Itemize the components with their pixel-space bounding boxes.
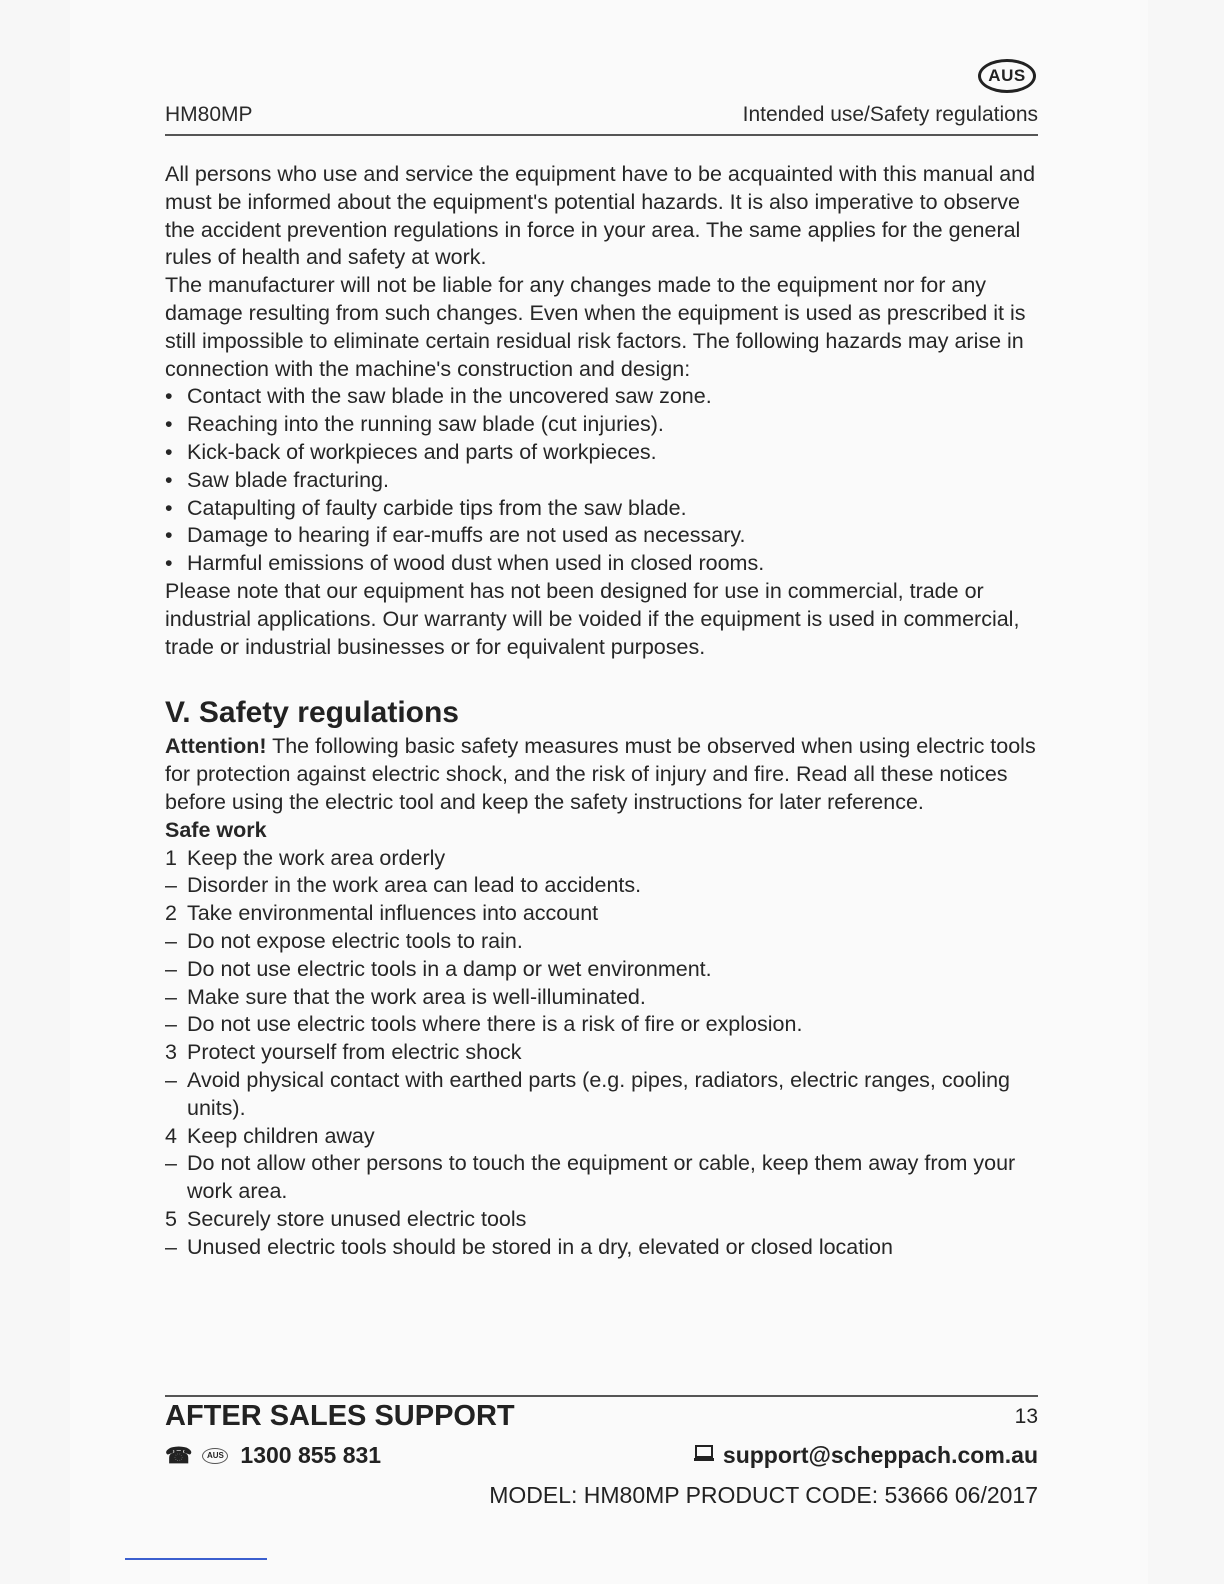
aus-mini-badge: AUS: [202, 1448, 228, 1464]
phone-icon: ☎: [165, 1442, 193, 1468]
attention-text: The following basic safety measures must be observed when using electric tools for protection against electric shock, and the risk of injury and fire. Read all these notices before using the electric tool and keep the safety instructions for later reference.: [165, 734, 1036, 814]
rule-sub-item: – Unused electric tools should be stored in a dry, elevated or closed location: [165, 1234, 893, 1259]
rule-sub-item: – Do not use electric tools in a damp or wet environment.: [165, 956, 712, 981]
rule-number: 2: [165, 901, 177, 926]
attention-paragraph: [165, 733, 1038, 816]
intro-paragraph-1: All persons who use and service the equipment have to be acquainted with this manual and must be informed about the equipment's potential hazards. It is also imperative to observe the accident prevention regulations in force in your area. The same applies for the general rules of health and safety at work.: [165, 162, 1036, 270]
rule-item: [165, 1123, 1038, 1151]
model-product-code: MODEL: HM80MP PRODUCT CODE: 53666 06/2017: [489, 1482, 1038, 1508]
rule-sub-item: – Do not use electric tools where there is a risk of fire or explosion.: [165, 1012, 803, 1037]
rule-sub-text: Do not use electric tools where there is a risk of fire or explosion.: [187, 1012, 803, 1037]
region-badge: AUS: [978, 59, 1036, 93]
rule-sub-text: Do not expose electric tools to rain.: [187, 928, 523, 953]
laptop-icon: [693, 1442, 715, 1469]
rule-sub-item: – Disorder in the work area can lead to accidents.: [165, 873, 642, 898]
email-contact: [693, 1442, 1038, 1469]
rule-item: [165, 1206, 1038, 1234]
hazard-item: • Reaching into the running saw blade (cut injuries).: [165, 411, 1038, 439]
page-header: [165, 103, 1038, 127]
header-model: HM80MP: [165, 103, 253, 126]
phone-number[interactable]: 1300 855 831: [240, 1442, 382, 1468]
rule-item: [165, 1039, 1038, 1067]
rule-item: [165, 845, 1038, 873]
hazard-item: • Harmful emissions of wood dust when used in closed rooms.: [165, 550, 1038, 578]
rule-sub-item: – Avoid physical contact with earthed parts (e.g. pipes, radiators, electric ranges, cooling units).: [165, 1067, 1011, 1120]
rule-sub-text: Disorder in the work area can lead to accidents.: [187, 873, 642, 898]
rule-sub-item: – Do not expose electric tools to rain.: [165, 928, 523, 953]
footer-divider: [165, 1395, 1038, 1397]
section-title: V. Safety regulations: [165, 696, 459, 730]
rule-sub-item: – Make sure that the work area is well-illuminated.: [165, 984, 646, 1009]
rule-number: 4: [165, 1123, 177, 1148]
hazard-item: • Saw blade fracturing.: [165, 467, 1038, 495]
phone-contact: [165, 1442, 381, 1469]
hazard-item: • Damage to hearing if ear-muffs are not used as necessary.: [165, 522, 1038, 550]
rule-sub-text: Unused electric tools should be stored in a dry, elevated or closed location: [187, 1234, 893, 1259]
rule-number: 5: [165, 1206, 177, 1231]
intro-paragraph-2: The manufacturer will not be liable for any changes made to the equipment nor for any damage resulting from such changes. Even when the equipment is used as prescribed it is still impossible to eliminate certain residual risk factors. The following hazards may arise in connection with the machine's construction and design:: [165, 273, 1026, 381]
rule-sub-item: – Do not allow other persons to touch the equipment or cable, keep them away from your work area.: [165, 1151, 1016, 1204]
warranty-note: Please note that our equipment has not been designed for use in commercial, trade or industrial applications. Our warranty will be voided if the equipment is used in commercial, trade or industrial businesses or for equivalent purposes.: [165, 578, 1020, 659]
footer-title: AFTER SALES SUPPORT: [165, 1400, 515, 1432]
rule-item: [165, 900, 1038, 928]
hazard-item: • Catapulting of faulty carbide tips from the saw blade.: [165, 495, 1038, 523]
hazard-list: [165, 383, 1038, 578]
header-section: Intended use/Safety regulations: [742, 103, 1038, 126]
rule-sub-text: Avoid physical contact with earthed parts (e.g. pipes, radiators, electric ranges, cooling units).: [187, 1067, 1011, 1120]
header-divider: [165, 134, 1038, 136]
attention-label: Attention!: [165, 734, 267, 759]
safe-work-heading: Safe work: [165, 817, 267, 842]
rule-title: Keep children away: [187, 1123, 375, 1148]
support-email[interactable]: support@scheppach.com.au: [722, 1442, 1038, 1468]
safe-work-list: [165, 845, 1038, 1262]
rule-number: 1: [165, 845, 177, 870]
hazard-item: • Contact with the saw blade in the uncovered saw zone.: [165, 383, 1038, 411]
rule-number: 3: [165, 1040, 177, 1065]
rule-title: Securely store unused electric tools: [187, 1206, 527, 1231]
rule-sub-text: Do not allow other persons to touch the equipment or cable, keep them away from your work area.: [187, 1151, 1016, 1204]
hazard-item: • Kick-back of workpieces and parts of workpieces.: [165, 439, 1038, 467]
scan-artifact-line: [125, 1558, 267, 1560]
page-number: 13: [1014, 1405, 1038, 1428]
rule-title: Take environmental influences into account: [187, 901, 599, 926]
rule-title: Protect yourself from electric shock: [187, 1040, 522, 1065]
main-content: [165, 161, 1038, 1261]
rule-sub-text: Do not use electric tools in a damp or wet environment.: [187, 956, 712, 981]
rule-title: Keep the work area orderly: [187, 845, 446, 870]
rule-sub-text: Make sure that the work area is well-illuminated.: [187, 984, 646, 1009]
